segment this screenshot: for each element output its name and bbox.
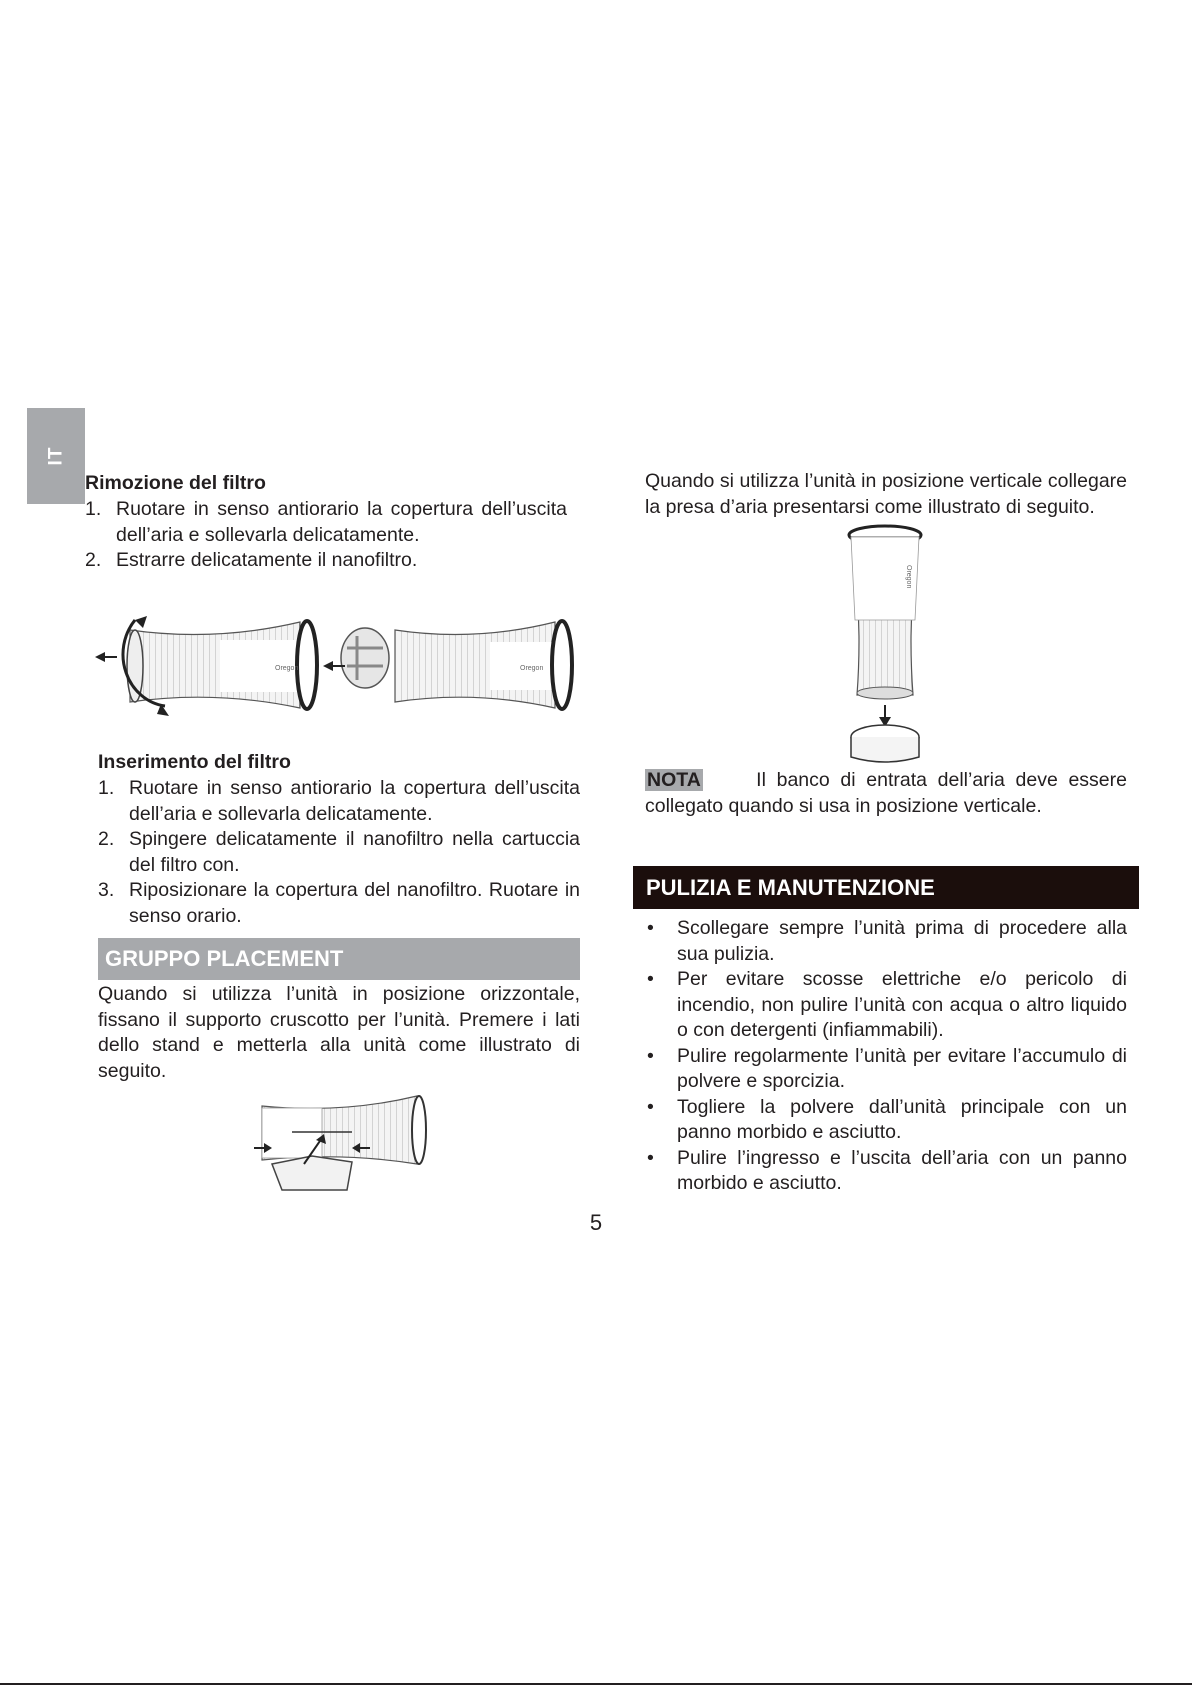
list-item: 1. Ruotare in senso antiorario la copertura dell’uscita dell’aria e sollevarla delicatamente. — [98, 777, 580, 825]
list-item: • Per evitare scosse elettriche e/o pericolo di incendio, non pulire l’unità con acqua o altro liquido o con detergenti (infiammabili). — [647, 968, 1127, 1041]
list-item: • Scollegare sempre l’unità prima di procedere alla sua pulizia. — [647, 917, 1127, 965]
list-item: 2. Estrarre delicatamente il nanofiltro. — [85, 549, 418, 571]
list-item: 3. Riposizionare la copertura del nanofiltro. Ruotare in senso orario. — [98, 879, 580, 927]
note-text: Il banco di entrata dell’aria deve essere collegato quando si usa in posizione verticale. — [645, 769, 1127, 817]
language-tab — [27, 408, 85, 504]
vertical-text: Quando si utilizza l’unità in posizione verticale collegare la presa d’aria presentarsi come illustrato di seguito. — [645, 470, 1127, 518]
maintenance-heading: PULIZIA E MANUTENZIONE — [633, 866, 1139, 909]
insertion-steps — [98, 776, 580, 929]
list-item: • Togliere la polvere dall’unità principale con un panno morbido e asciutto. — [647, 1095, 1127, 1143]
insertion-heading: Inserimento del filtro — [98, 751, 291, 773]
vertical-placement-illustration — [845, 525, 925, 765]
page-number: 5 — [589, 1210, 603, 1235]
list-item: 2. Spingere delicatamente il nanofiltro nella cartuccia del filtro con. — [98, 828, 580, 876]
maintenance-bullets — [645, 916, 1127, 1197]
brand-logo: Oregon — [275, 665, 299, 672]
svg-text:Oregon: Oregon — [520, 665, 544, 672]
list-item: • Pulire regolarmente l’unità per evitare l’accumulo di polvere e sporcizia. — [647, 1044, 1127, 1092]
removal-steps — [85, 497, 567, 574]
horizontal-placement-illustration — [252, 1092, 427, 1192]
svg-text:Oregon: Oregon — [905, 565, 912, 589]
language-tab-label: IT — [45, 446, 67, 466]
filter-removal-illustration — [95, 608, 575, 720]
list-item: 1. Ruotare in senso antiorario la copertura dell’uscita dell’aria e sollevarla delicatamente. — [85, 498, 567, 546]
note-paragraph — [645, 768, 1127, 819]
list-item: • Pulire l’ingresso e l’uscita dell’aria con un panno morbido e asciutto. — [647, 1146, 1127, 1194]
note-label: NOTA — [647, 769, 701, 791]
placement-text: Quando si utilizza l’unità in posizione orizzontale, fissano il supporto cruscotto per l’unità. Premere i lati dello stand e metterla alla unità come illustrato di seguito. — [98, 983, 580, 1082]
placement-heading: GRUPPO PLACEMENT — [98, 938, 580, 980]
removal-heading: Rimozione del filtro — [85, 472, 266, 494]
